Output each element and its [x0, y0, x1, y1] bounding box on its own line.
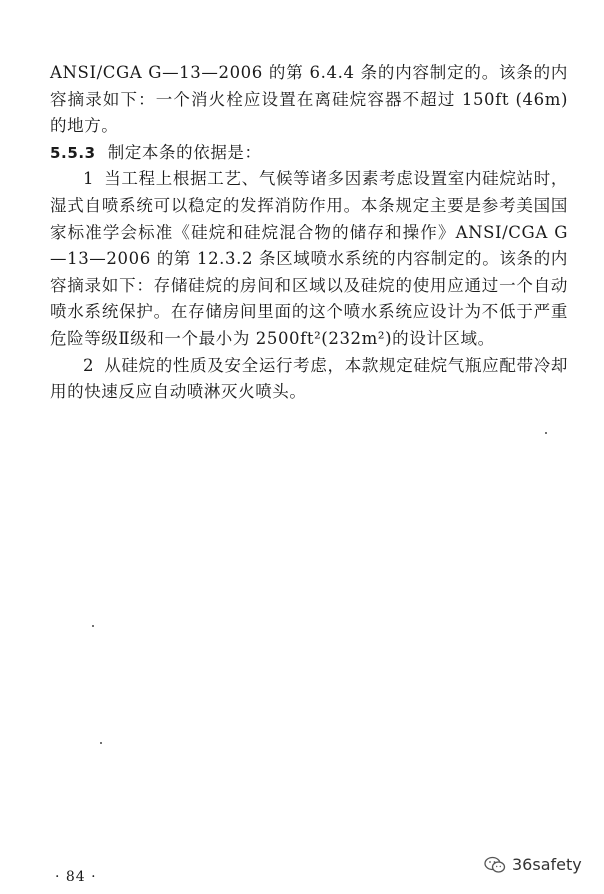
continuation-paragraph: ANSI/CGA G—13—2006 的第 6.4.4 条的内容制定的。该条的内容摘录如下：一个消火栓应设置在离硅烷容器不超过 150ft (46m)的地方。 — [50, 63, 568, 136]
watermark — [484, 855, 582, 874]
clause-number: 5.5.3 — [50, 143, 96, 162]
watermark-text: 36safety — [512, 855, 582, 874]
list-item — [50, 353, 568, 406]
page-number: · 84 · — [55, 869, 97, 885]
list-item — [50, 166, 568, 352]
clause-heading — [50, 140, 568, 167]
scan-speck — [545, 432, 547, 434]
item-text: 当工程上根据工艺、气候等诸多因素考虑设置室内硅烷站时，湿式自喷系统可以稳定的发挥消防作用。本条规定主要是参考美国国家标准学会标准《硅烷和硅烷混合物的储存和操作》ANSI/CGA G—13—2006 的第 12.3.2 条区域喷水系统的内容制定的。该条的内容摘录如下：存储硅烷的房间和区域以及硅烷的使用应通过一个自动喷水系统保护。在存储房间里面的这个喷水系统应设计为不低于严重危险等级Ⅱ级和一个最小为 2500ft²(232m²)的设计区域。 — [50, 169, 568, 348]
scan-speck — [92, 625, 94, 627]
item-text: 从硅烷的性质及安全运行考虑，本款规定硅烷气瓶应配带冷却用的快速反应自动喷淋灭火喷头。 — [50, 355, 568, 402]
item-number: 2 — [83, 355, 95, 375]
scan-speck — [100, 742, 102, 744]
body-text — [50, 60, 568, 406]
item-number: 1 — [83, 169, 95, 189]
wechat-icon — [484, 856, 506, 874]
clause-heading-text: 制定本条的依据是： — [107, 142, 262, 162]
